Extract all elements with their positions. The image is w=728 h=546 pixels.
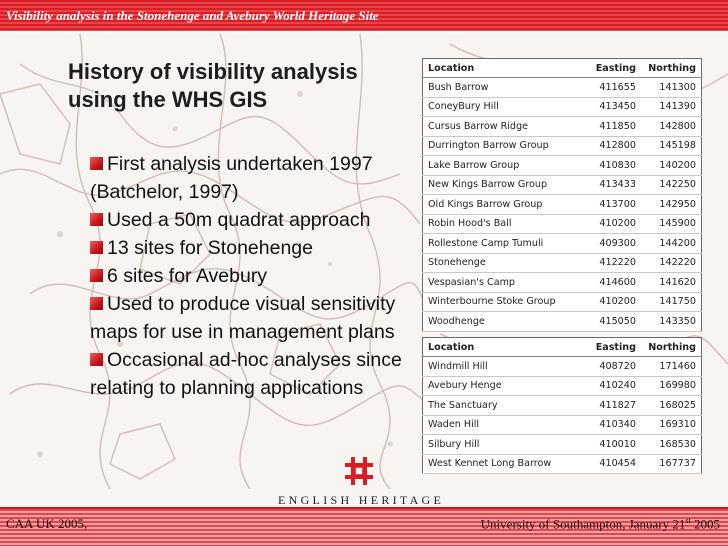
cell-northing: 145198 bbox=[641, 136, 702, 156]
stonehenge-sites-table bbox=[422, 58, 702, 332]
column-header-northing: Northing bbox=[641, 59, 702, 78]
cell-northing: 142800 bbox=[641, 117, 702, 137]
bullet-item bbox=[90, 206, 410, 234]
bullet-text: 13 sites for Stonehenge bbox=[107, 237, 313, 259]
cell-location: Old Kings Barrow Group bbox=[423, 195, 584, 215]
cell-easting: 410240 bbox=[583, 376, 641, 396]
table-row bbox=[423, 175, 702, 195]
cell-northing: 140200 bbox=[641, 156, 702, 176]
table-row bbox=[423, 376, 702, 396]
table-row bbox=[423, 312, 702, 332]
cell-northing: 141750 bbox=[641, 292, 702, 312]
bullet-square-icon bbox=[90, 157, 103, 170]
cell-northing: 143350 bbox=[641, 312, 702, 332]
cell-northing: 142250 bbox=[641, 175, 702, 195]
bullet-list bbox=[90, 150, 410, 402]
bullet-item bbox=[90, 234, 410, 262]
cell-northing: 145900 bbox=[641, 214, 702, 234]
bullet-text: Occasional ad-hoc analyses since relating to planning applications bbox=[90, 349, 402, 399]
cell-northing: 141300 bbox=[641, 78, 702, 98]
cell-easting: 412800 bbox=[583, 136, 641, 156]
cell-northing: 142950 bbox=[641, 195, 702, 215]
cell-northing: 169980 bbox=[641, 376, 702, 396]
table-row bbox=[423, 195, 702, 215]
table-row bbox=[423, 78, 702, 98]
table-row bbox=[423, 273, 702, 293]
table-row bbox=[423, 117, 702, 137]
cell-location: Durrington Barrow Group bbox=[423, 136, 584, 156]
cell-easting: 413450 bbox=[583, 97, 641, 117]
cell-location: Bush Barrow bbox=[423, 78, 584, 98]
bullet-square-icon bbox=[90, 269, 103, 282]
cell-location: New Kings Barrow Group bbox=[423, 175, 584, 195]
bullet-item bbox=[90, 262, 410, 290]
bullet-text: Used to produce visual sensitivity maps for use in management plans bbox=[90, 293, 396, 343]
table-row bbox=[423, 435, 702, 455]
column-header-location: Location bbox=[423, 59, 584, 78]
bullet-square-icon bbox=[90, 353, 103, 366]
bullet-square-icon bbox=[90, 213, 103, 226]
footer-right-text bbox=[481, 516, 720, 532]
cell-location: Waden Hill bbox=[423, 415, 584, 435]
cell-northing: 168025 bbox=[641, 396, 702, 416]
table-row bbox=[423, 97, 702, 117]
cell-northing: 144200 bbox=[641, 234, 702, 254]
cell-easting: 412220 bbox=[583, 253, 641, 273]
bullet-square-icon bbox=[90, 297, 103, 310]
header-title: Visibility analysis in the Stonehenge and Avebury World Heritage Site bbox=[6, 8, 379, 23]
table-row bbox=[423, 415, 702, 435]
cell-easting: 415050 bbox=[583, 312, 641, 332]
footer-left-text: CAA UK 2005, bbox=[6, 516, 88, 531]
cell-location: Avebury Henge bbox=[423, 376, 584, 396]
footer-date-suffix: st bbox=[685, 516, 691, 525]
footer-year-text: 2005 bbox=[690, 516, 720, 532]
cell-northing: 141390 bbox=[641, 97, 702, 117]
cell-location: Windmill Hill bbox=[423, 357, 584, 377]
english-heritage-wordmark: ENGLISH HERITAGE bbox=[278, 493, 445, 507]
bullet-item bbox=[90, 150, 410, 206]
cell-location: Cursus Barrow Ridge bbox=[423, 117, 584, 137]
bullet-text: First analysis undertaken 1997 (Batchelor, 1997) bbox=[90, 153, 373, 203]
cell-easting: 413433 bbox=[583, 175, 641, 195]
cell-location: Silbury Hill bbox=[423, 435, 584, 455]
column-header-easting: Easting bbox=[583, 59, 641, 78]
cell-location: ConeyBury Hill bbox=[423, 97, 584, 117]
table-row bbox=[423, 253, 702, 273]
bullet-text: 6 sites for Avebury bbox=[107, 265, 268, 287]
column-header-location: Location bbox=[423, 338, 584, 357]
table-header-row bbox=[423, 338, 702, 357]
bullet-item bbox=[90, 346, 410, 402]
cell-easting: 410200 bbox=[583, 214, 641, 234]
cell-northing: 171460 bbox=[641, 357, 702, 377]
table-row bbox=[423, 292, 702, 312]
table-header-row bbox=[423, 59, 702, 78]
cell-northing: 169310 bbox=[641, 415, 702, 435]
cell-easting: 410200 bbox=[583, 292, 641, 312]
english-heritage-logo-icon bbox=[344, 456, 374, 486]
cell-easting: 411827 bbox=[583, 396, 641, 416]
cell-location: Vespasian's Camp bbox=[423, 273, 584, 293]
cell-easting: 408720 bbox=[583, 357, 641, 377]
header-bar bbox=[0, 0, 728, 31]
cell-northing: 167737 bbox=[641, 454, 702, 474]
cell-easting: 410830 bbox=[583, 156, 641, 176]
cell-location: The Sanctuary bbox=[423, 396, 584, 416]
table-row bbox=[423, 136, 702, 156]
cell-easting: 410010 bbox=[583, 435, 641, 455]
cell-location: Rollestone Camp Tumuli bbox=[423, 234, 584, 254]
cell-location: Robin Hood's Ball bbox=[423, 214, 584, 234]
cell-easting: 410340 bbox=[583, 415, 641, 435]
slide-heading: History of visibility analysis using the WHS GIS bbox=[68, 59, 358, 112]
table-row bbox=[423, 214, 702, 234]
cell-northing: 142220 bbox=[641, 253, 702, 273]
cell-northing: 168530 bbox=[641, 435, 702, 455]
bullet-square-icon bbox=[90, 241, 103, 254]
table-row bbox=[423, 357, 702, 377]
cell-location: Lake Barrow Group bbox=[423, 156, 584, 176]
cell-location: Winterbourne Stoke Group bbox=[423, 292, 584, 312]
cell-easting: 410454 bbox=[583, 454, 641, 474]
avebury-sites-table bbox=[422, 337, 702, 474]
cell-location: Stonehenge bbox=[423, 253, 584, 273]
table-row bbox=[423, 156, 702, 176]
cell-location: West Kennet Long Barrow bbox=[423, 454, 584, 474]
cell-easting: 413700 bbox=[583, 195, 641, 215]
column-header-easting: Easting bbox=[583, 338, 641, 357]
table-row bbox=[423, 234, 702, 254]
bullet-text: Used a 50m quadrat approach bbox=[107, 209, 371, 231]
column-header-northing: Northing bbox=[641, 338, 702, 357]
header-divider bbox=[0, 31, 728, 33]
cell-easting: 411850 bbox=[583, 117, 641, 137]
table-row bbox=[423, 454, 702, 474]
cell-location: Woodhenge bbox=[423, 312, 584, 332]
cell-easting: 409300 bbox=[583, 234, 641, 254]
bullet-item bbox=[90, 290, 410, 346]
cell-easting: 411655 bbox=[583, 78, 641, 98]
footer-date-text: University of Southampton, January 21 bbox=[480, 516, 686, 532]
table-row bbox=[423, 396, 702, 416]
cell-easting: 414600 bbox=[583, 273, 641, 293]
cell-northing: 141620 bbox=[641, 273, 702, 293]
